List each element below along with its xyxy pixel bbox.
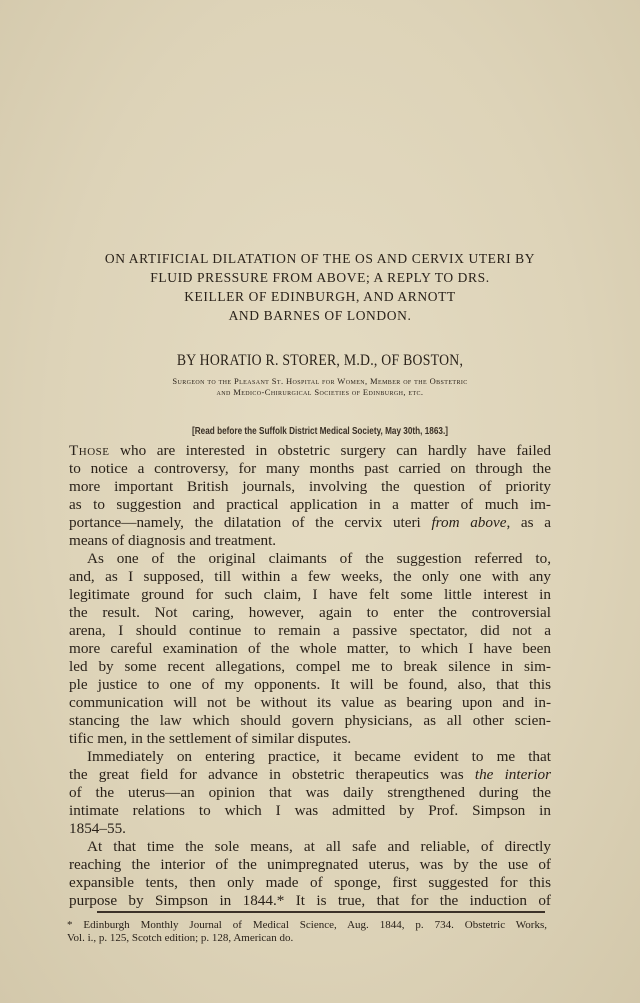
- paragraph-2: [69, 550, 551, 748]
- paragraph-3: [69, 748, 551, 838]
- article-title: [60, 249, 580, 325]
- footnote-line: Vol. i., p. 125, Scotch edition; p. 128, American do.: [67, 932, 294, 944]
- text-line: Immediately on entering practice, it became evident to me that: [87, 748, 551, 765]
- text-line: tific men, in the settlement of similar disputes.: [69, 730, 352, 747]
- title-line: ON ARTIFICIAL DILATATION OF THE OS AND CERVIX UTERI BY: [104, 251, 536, 266]
- text-line: more careful examination of the whole matter, to which I have been: [69, 640, 551, 657]
- text-fragment: portance—namely, the dilatation of the cervix uteri: [69, 514, 432, 531]
- text-line: communication will not be without its value as bearing upon and in-: [69, 694, 551, 711]
- text-line: to notice a controversy, for many months past carried on through the: [69, 460, 551, 477]
- text-fragment: the great field for advance in obstetric therapeutics was: [69, 766, 475, 783]
- text-line: more important British journals, involving the question of priority: [69, 478, 551, 495]
- text-line: the result. Not caring, however, again to enter the controversial: [69, 604, 551, 621]
- text-line: [69, 514, 551, 532]
- title-line: KEILLER OF EDINBURGH, AND ARNOTT: [184, 289, 456, 304]
- text-line: ple justice to one of my opponents. It will be found, also, that this: [69, 676, 551, 693]
- italic-fragment: from above: [431, 514, 507, 531]
- text-line: At that time the sole means, at all safe and reliable, of directly: [87, 838, 551, 855]
- text-line: purpose by Simpson in 1844.* It is true, that for the induction of: [69, 892, 551, 909]
- italic-fragment: the interior: [474, 766, 551, 783]
- affiliation-line: Surgeon to the Pleasant St. Hospital for Women, Member of the Obstetric: [172, 376, 468, 386]
- text-line: stancing the law which should govern physicians, as all other scien-: [69, 712, 551, 729]
- text-fragment: who are interested in obstetric surgery can hardly have failed: [109, 442, 551, 459]
- opening-word: Those: [69, 442, 110, 459]
- title-line: AND BARNES OF LONDON.: [228, 308, 412, 323]
- text-line: [69, 766, 551, 784]
- text-line: means of diagnosis and treatment.: [69, 532, 277, 549]
- text-line: led by some recent allegations, compel me to break silence in sim-: [69, 658, 551, 675]
- text-line: intimate relations to which I was admitted by Prof. Simpson in: [69, 802, 551, 819]
- text-line: 1854–55.: [69, 820, 126, 837]
- text-line: expansible tents, then only made of sponge, first suggested for this: [69, 874, 551, 891]
- title-line: FLUID PRESSURE FROM ABOVE; A REPLY TO DRS.: [150, 270, 490, 285]
- read-before-note: [Read before the Suffolk District Medical Society, May 30th, 1863.]: [192, 426, 448, 437]
- paragraph-4: [69, 838, 551, 910]
- text-line: reaching the interior of the unimpregnated uterus, was by the use of: [69, 856, 551, 873]
- text-line: legitimate ground for such claim, I have felt some little interest in: [69, 586, 551, 603]
- text-line: of the uterus—an opinion that was daily strengthened during the: [69, 784, 551, 801]
- author-affiliation: [60, 376, 580, 398]
- text-line: As one of the original claimants of the suggestion referred to,: [87, 550, 551, 567]
- text-line: and, as I supposed, till within a few weeks, the only one with any: [69, 568, 551, 585]
- text-line: arena, I should continue to remain a passive spectator, did not a: [69, 622, 551, 639]
- article-body: [69, 442, 551, 910]
- author-byline: BY HORATIO R. STORER, M.D., OF BOSTON,: [176, 352, 464, 369]
- footnote-line: * Edinburgh Monthly Journal of Medical Science, Aug. 1844, p. 734. Obstetric Works,: [67, 919, 547, 931]
- footnote: [67, 919, 547, 945]
- text-line: [69, 442, 551, 460]
- footnote-rule: [97, 911, 545, 913]
- text-fragment: , as a: [506, 514, 551, 531]
- paragraph-1: [69, 442, 551, 550]
- affiliation-line: and Medico-Chirurgical Societies of Edinburgh, etc.: [216, 387, 424, 397]
- text-line: as to suggestion and practical application in a matter of much im-: [69, 496, 551, 513]
